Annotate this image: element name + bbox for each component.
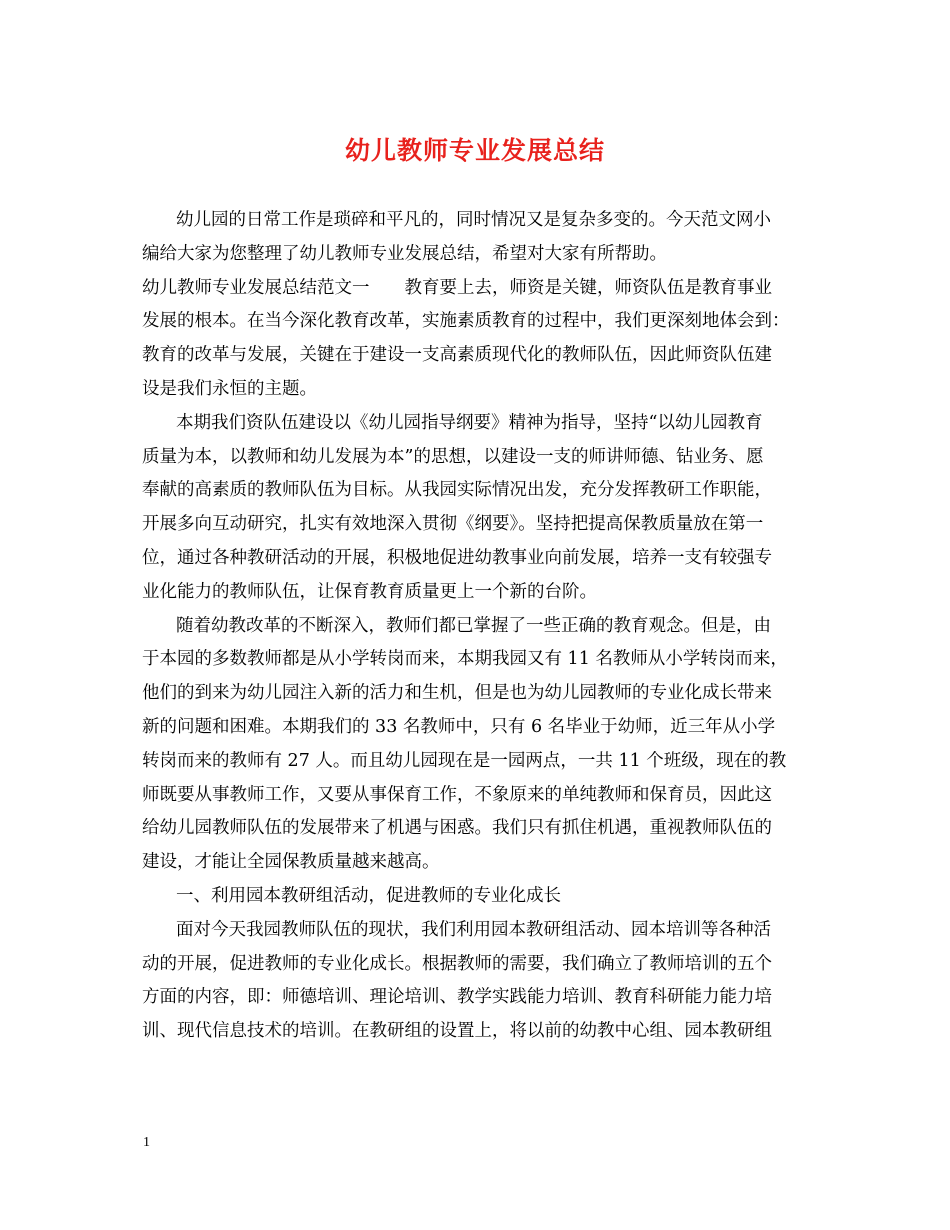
text-line: 一、利用园本教研组活动，促进教师的专业化成长 bbox=[176, 885, 561, 906]
text-line: 动的开展，促进教师的专业化成长。根据教师的需要，我们确立了教师培训的五个 bbox=[142, 953, 772, 974]
text-line: 教育的改革与发展，关键在于建设一支高素质现代化的教师队伍，因此师资队伍建 bbox=[142, 345, 772, 366]
text-line: 业化能力的教师队伍，让保育教育质量更上一个新的台阶。 bbox=[142, 581, 597, 602]
document-body bbox=[142, 204, 832, 1049]
text-line: 位，通过各种教研活动的开展，积极地促进幼教事业向前发展，培养一支有较强专 bbox=[142, 547, 772, 568]
page-number: 1 bbox=[143, 1135, 150, 1150]
text-line: 随着幼教改革的不断深入，教师们都已掌握了一些正确的教育观念。但是，由 bbox=[176, 615, 771, 636]
text-line: 方面的内容，即：师德培训、理论培训、教学实践能力培训、教育科研能力能力培 bbox=[142, 987, 772, 1008]
text-line: 师既要从事教师工作，又要从事保育工作，不象原来的单纯教师和保育员，因此这 bbox=[142, 784, 772, 805]
text-line: 奉献的高素质的教师队伍为目标。从我园实际情况出发，充分发挥教研工作职能， bbox=[142, 480, 772, 501]
text-line: 给幼儿园教师队伍的发展带来了机遇与困惑。我们只有抓住机遇，重视教师队伍的 bbox=[142, 818, 772, 839]
text-line: 编给大家为您整理了幼儿教师专业发展总结，希望对大家有所帮助。 bbox=[142, 243, 667, 264]
text-line: 他们的到来为幼儿园注入新的活力和生机，但是也为幼儿园教师的专业化成长带来 bbox=[142, 683, 772, 704]
text-line: 发展的根本。在当今深化教育改革，实施素质教育的过程中，我们更深刻地体会到： bbox=[142, 311, 790, 332]
text-line: 幼儿教师专业发展总结范文一 教育要上去，师资是关键，师资队伍是教育事业 bbox=[142, 277, 772, 298]
text-line: 于本园的多数教师都是从小学转岗而来，本期我园又有 11 名教师从小学转岗而来， bbox=[142, 649, 788, 670]
text-line: 新的问题和困难。本期我们的 33 名教师中，只有 6 名毕业于幼师，近三年从小学 bbox=[142, 716, 776, 737]
text-line: 建设，才能让全园保教质量越来越高。 bbox=[142, 852, 440, 873]
document-title: 幼儿教师专业发展总结 bbox=[344, 136, 605, 165]
text-line: 开展多向互动研究，扎实有效地深入贯彻《纲要》。坚持把提高保教质量放在第一 bbox=[142, 514, 764, 535]
text-line: 设是我们永恒的主题。 bbox=[142, 378, 317, 399]
text-line: 面对今天我园教师队伍的现状，我们利用园本教研组活动、园本培训等各种活 bbox=[176, 919, 771, 940]
text-line: 转岗而来的教师有 27 人。而且幼儿园现在是一园两点，一共 11 个班级，现在的教 bbox=[142, 750, 787, 771]
text-line: 本期我们资队伍建设以《幼儿园指导纲要》精神为指导，坚持“以幼儿园教育 bbox=[176, 412, 763, 433]
text-line: 训、现代信息技术的培训。在教研组的设置上，将以前的幼教中心组、园本教研组 bbox=[142, 1021, 772, 1042]
text-line: 质量为本，以教师和幼儿发展为本”的思想，以建设一支的师讲师德、钻业务、愿 bbox=[142, 446, 764, 467]
text-line: 幼儿园的日常工作是琐碎和平凡的，同时情况又是复杂多变的。今天范文网小 bbox=[176, 210, 771, 230]
